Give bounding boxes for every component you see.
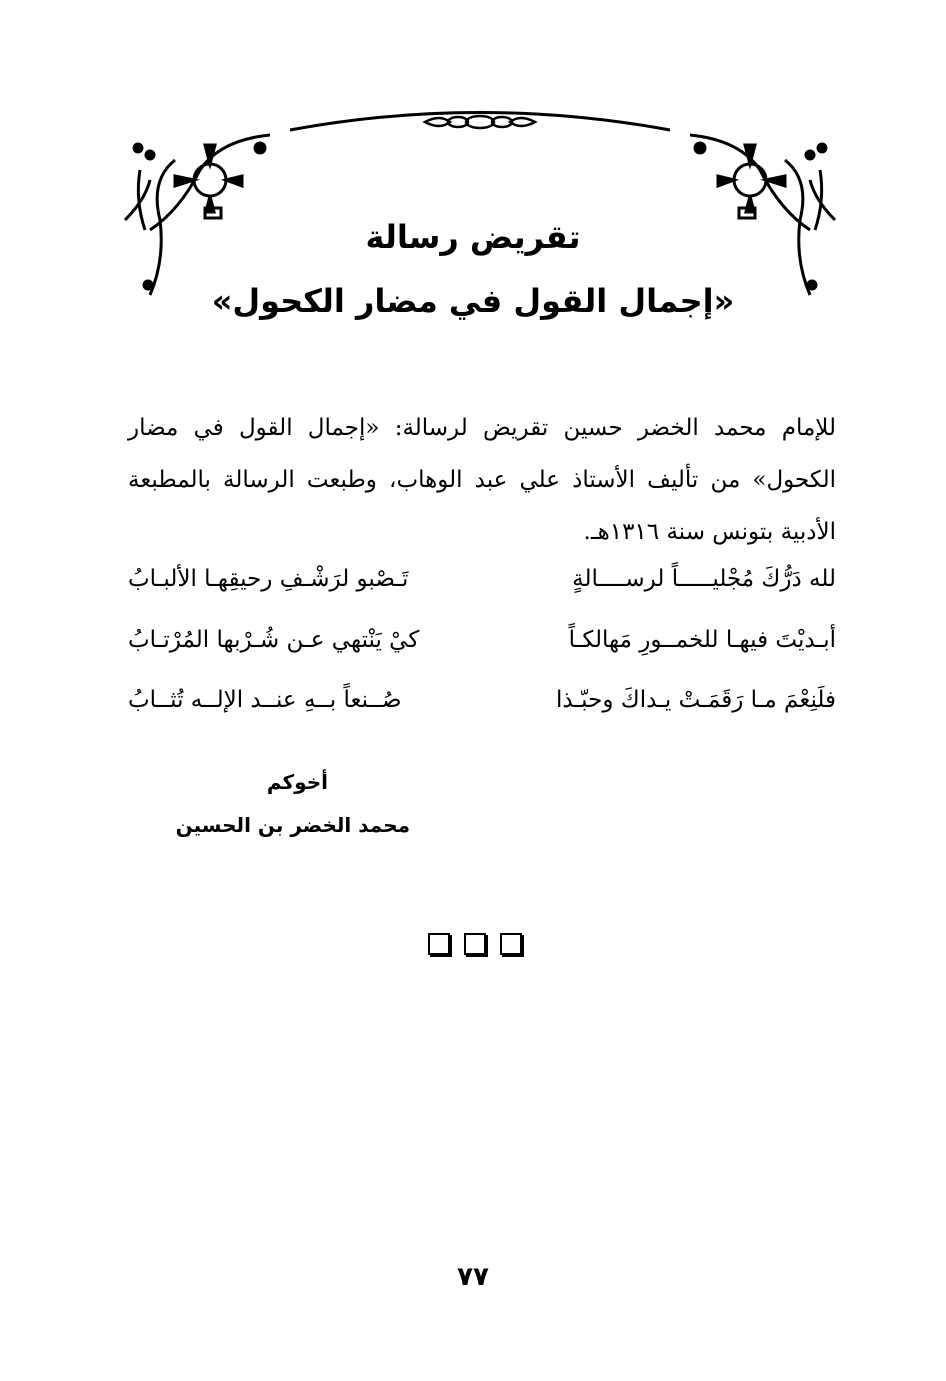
header-ornament-frame — [120, 100, 840, 310]
verse-second-hemistich: تَـصْبو لرَشْـفِ رحيقِهـا الألبـابُ — [128, 566, 409, 592]
poem-verse — [128, 687, 836, 727]
page-subtitle: «إجمال القول في مضار الكحول» — [211, 282, 735, 320]
page-number: ٧٧ — [457, 1262, 489, 1292]
square-ornament-icon — [500, 933, 522, 955]
page-title: تقريض رسالة — [365, 218, 581, 256]
square-ornament-icon — [464, 933, 486, 955]
signature-name: محمد الخضر بن الحسين — [175, 813, 410, 837]
verse-first-hemistich: أبـديْتَ فيهـا للخمــورِ مَهالكـاً — [568, 627, 836, 653]
poem-verse — [128, 566, 836, 606]
verse-second-hemistich: صُــنعاً بــهِ عنــد الإلــه تُثــابُ — [128, 687, 402, 713]
poem-verse — [128, 627, 836, 667]
square-ornament-icon — [428, 933, 450, 955]
verse-first-hemistich: فلَنِعْمَ مـا رَقَمَـتْ يـداكَ وحبّـذا — [555, 687, 836, 713]
right-corner-flourish-icon — [690, 135, 835, 295]
signature-closing: أخوكم — [266, 770, 328, 794]
section-divider — [428, 933, 522, 955]
left-corner-flourish-icon — [125, 135, 270, 295]
intro-paragraph: للإمام محمد الخضر حسين تقريض لرسالة: «إجمال القول في مضار الكحول» من تأليف الأستاذ علي عبد الوهاب، وطبعت الرسالة بالمطبعة الأدبية بتونس سنة ١٣١٦هـ. — [128, 415, 836, 545]
center-knot-icon — [425, 116, 535, 128]
verse-first-hemistich: لله دَرُّكَ مُجْليـــــاً لرســــالةٍ — [572, 566, 836, 592]
verse-second-hemistich: كيْ يَنْتهي عـن شُـرْبها المُرْتـابُ — [128, 627, 420, 653]
